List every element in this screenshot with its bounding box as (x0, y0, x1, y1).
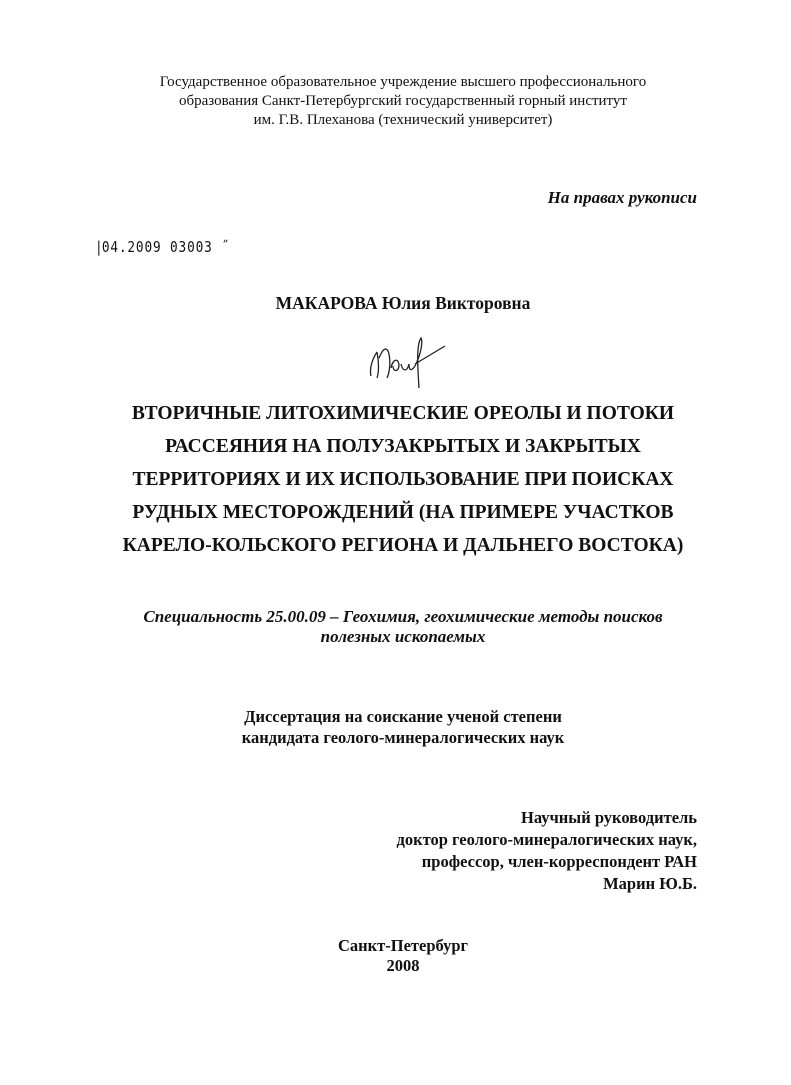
degree-line-2: кандидата геолого-минералогических наук (241, 728, 565, 747)
title-line-1: ВТОРИЧНЫЕ ЛИТОХИМИЧЕСКИЕ ОРЕОЛЫ И ПОТОКИ (131, 403, 675, 424)
institution-line-2: образования Санкт-Петербургский государственный горный институт (179, 93, 627, 109)
supervisor-label: Научный руководитель (521, 808, 697, 827)
title-line-3: ТЕРРИТОРИЯХ И ИХ ИСПОЛЬЗОВАНИЕ ПРИ ПОИСКАХ (132, 469, 674, 490)
city: Санкт-Петербург (337, 936, 469, 955)
signature (365, 328, 455, 390)
title-line-5: КАРЕЛО-КОЛЬСКОГО РЕГИОНА И ДАЛЬНЕГО ВОСТОКА) (122, 535, 684, 556)
specialty-line-1: Специальность 25.00.09 – Геохимия, геохимические методы поисков (143, 607, 663, 626)
stamp-number-text: 04.2009 03003 (101, 238, 213, 256)
title-line-4: РУДНЫХ МЕСТОРОЖДЕНИЙ (НА ПРИМЕРЕ УЧАСТКОВ (132, 502, 674, 523)
manuscript-note: На правах рукописи (547, 188, 697, 207)
institution-line-3: им. Г.В. Плеханова (технический университет) (253, 112, 553, 128)
supervisor-name: Марин Ю.Б. (603, 874, 697, 893)
year: 2008 (386, 956, 420, 975)
stamp-number: |04.2009 03003 ˝ (95, 238, 230, 256)
title-line-2: РАССЕЯНИЯ НА ПОЛУЗАКРЫТЫХ И ЗАКРЫТЫХ (165, 436, 641, 457)
supervisor-title: профессор, член-корреспондент РАН (421, 852, 697, 871)
degree-line-1: Диссертация на соискание ученой степени (244, 707, 562, 726)
supervisor-degree: доктор геолого-минералогических наук, (396, 830, 697, 849)
specialty-line-2: полезных ископаемых (320, 627, 486, 646)
institution-line-1: Государственное образовательное учреждение высшего профессионального (159, 74, 647, 90)
author-name: МАКАРОВА Юлия Викторовна (275, 293, 531, 313)
